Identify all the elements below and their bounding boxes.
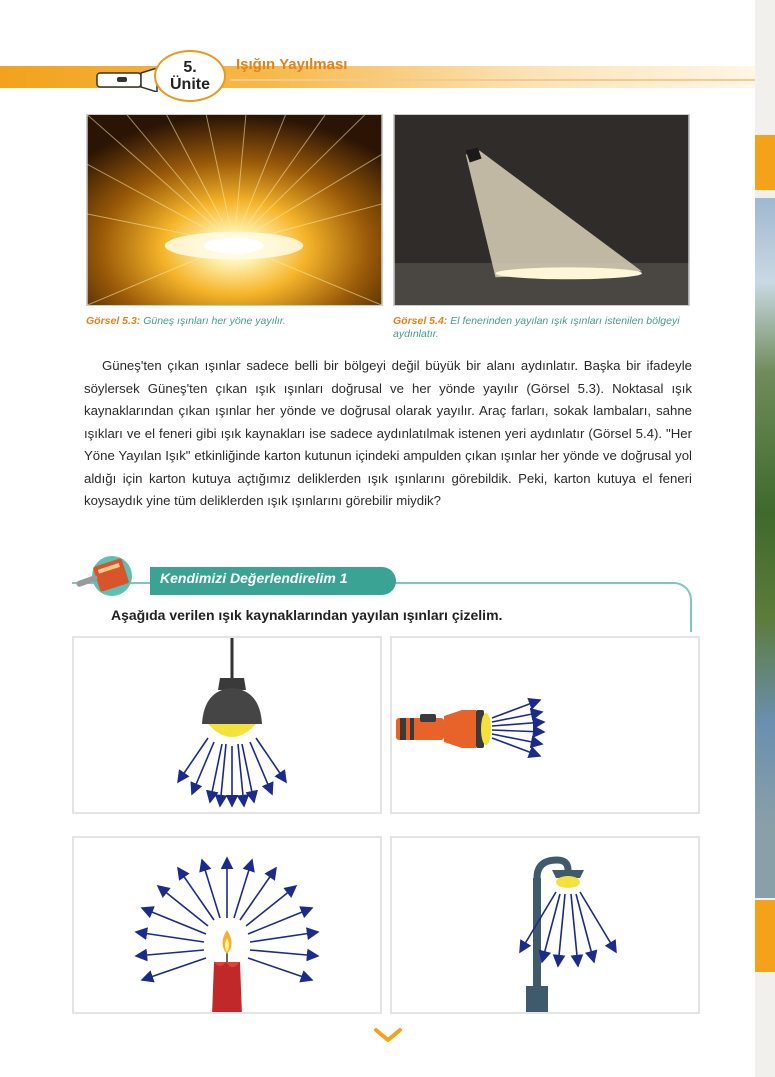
- section-title: Kendimizi Değerlendirelim 1: [160, 570, 348, 586]
- right-edge-photo: [755, 198, 775, 898]
- sun-rays-photo: [86, 114, 383, 306]
- unit-number: 5.: [183, 59, 197, 76]
- flashlight-panel: [390, 636, 700, 814]
- figure-caption: [393, 315, 693, 341]
- header-line: [230, 79, 755, 81]
- flashlight-illustration: [392, 638, 698, 812]
- unit-word: Ünite: [170, 76, 210, 93]
- chevron-down-icon[interactable]: [373, 1027, 403, 1043]
- figure-caption-text: Güneş ışınları her yöne yayılır.: [140, 315, 286, 327]
- street-lamp-panel: [390, 836, 700, 1014]
- page-title: Işığın Yayılması: [236, 56, 348, 73]
- candle-panel: [72, 836, 382, 1014]
- figure-label: Görsel 5.3:: [86, 315, 141, 327]
- figure-caption: [86, 315, 386, 328]
- figure-label: Görsel 5.4:: [393, 315, 448, 327]
- spotlight-photo: [393, 114, 690, 306]
- figure-caption-text: El fenerinden yayılan ışık ışınları istenilen bölgeyi aydınlatır.: [393, 315, 680, 340]
- right-edge-tab-bottom: [755, 900, 775, 972]
- hanging-lamp-illustration: [74, 638, 380, 812]
- right-edge-tab: [755, 135, 775, 190]
- candle-illustration: [74, 838, 380, 1012]
- hanging-lamp-panel: [72, 636, 382, 814]
- exercise-prompt: Aşağıda verilen ışık kaynaklarından yayılan ışınları çizelim.: [111, 607, 503, 623]
- unit-badge: [154, 50, 226, 102]
- body-paragraph: Güneş'ten çıkan ışınlar sadece belli bir bölgeyi değil büyük bir alanı aydınlatır. Başka bir ifadeyle söylersek Güneş'ten çıkan ışık ışınları doğrusal ve her yönde yayılır (Görsel 5.3). Noktasal ışık kaynaklarından çıkan ışınlar her yönde ve doğrusal olarak yayılır. Araç farları, sokak lambaları, sahne ışıkları ve el feneri gibi ışık kaynakları ise sadece aydınlatılmak istenen yeri aydınlatır (Görsel 5.4). "Her Yöne Yayılan Işık" etkinliğinde karton kutunun içindeki ampulden çıkan ışınlar her yönde ve doğrusal yol aldığı için karton kutuya açtığımız deliklerden ışık ışınlarını görebildik. Peki, karton kutuya el feneri koysaydık yine tüm deliklerden ışık ışınlarını görebilir miydik?: [84, 358, 692, 508]
- street-lamp-illustration: [392, 838, 698, 1012]
- book-icon: [72, 554, 152, 598]
